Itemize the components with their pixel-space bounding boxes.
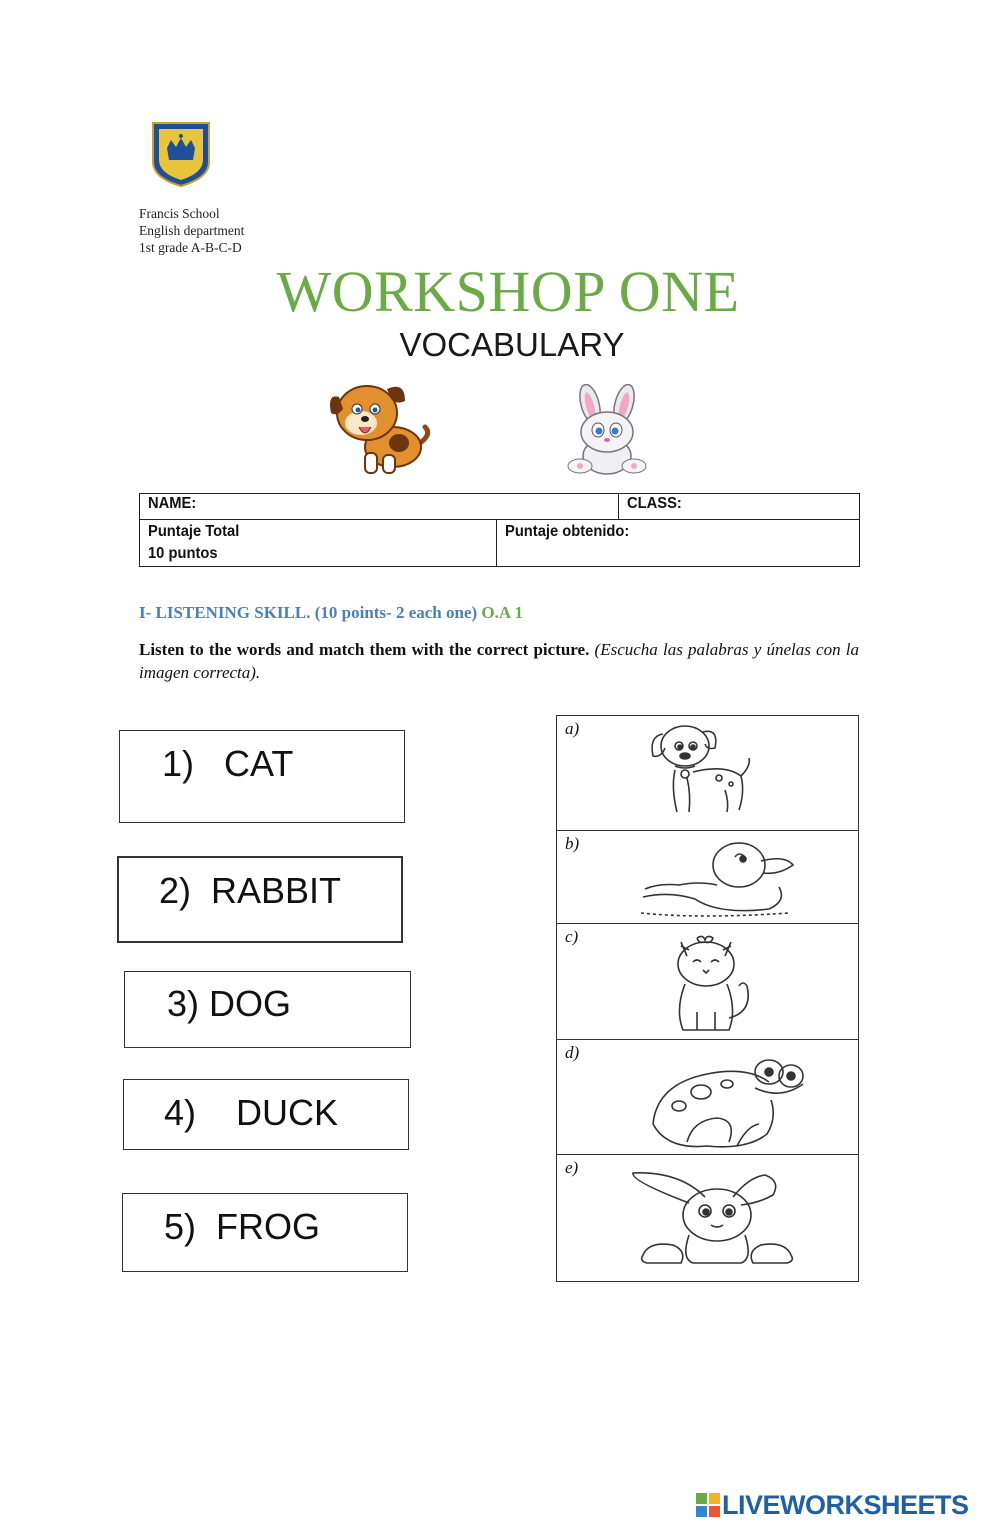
word-label: 5) FROG [164,1206,321,1247]
frog-outline-icon [647,1054,807,1150]
grade-line: 1st grade A-B-C-D [139,240,242,255]
duck-outline-icon [639,835,797,919]
dog-outline-icon [645,718,755,820]
total-score-value: 10 puntos [148,545,218,562]
picture-grid [556,715,859,1282]
word-box-rabbit[interactable] [117,856,403,943]
picture-letter: b) [565,834,580,853]
obtained-score-label: Puntaje obtenido: [505,523,630,540]
total-score-label: Puntaje Total [148,523,240,540]
word-box-dog[interactable] [124,971,411,1048]
class-field[interactable] [619,494,860,520]
page-subtitle: VOCABULARY [399,326,625,363]
picture-letter: a) [565,719,580,738]
instructions [139,638,859,684]
page-title: WORKSHOP ONE [276,259,740,324]
word-label: 3) DOG [167,983,292,1024]
name-field[interactable] [140,494,619,520]
student-info-table [139,493,860,567]
instruction-english: Listen to the words and match them with the correct picture. [139,640,590,659]
picture-letter: e) [565,1158,579,1177]
obtained-score-field[interactable] [497,520,860,567]
dog-cartoon-icon [325,375,435,477]
logo-text: LIVEWORKSHEETS [722,1490,969,1520]
section-heading [139,603,523,623]
picture-cell-b[interactable] [557,830,858,924]
section-heading-text: I- LISTENING SKILL. (10 points- 2 each one) [139,603,478,622]
picture-cell-e[interactable] [557,1154,858,1282]
picture-letter: d) [565,1043,580,1062]
department-name: English department [139,223,245,238]
picture-letter: c) [565,927,579,946]
word-label: 2) RABBIT [159,870,342,911]
word-box-frog[interactable] [122,1193,408,1272]
bunny-cartoon-icon [560,384,654,476]
word-box-cat[interactable] [119,730,405,823]
school-name: Francis School [139,206,220,221]
school-crest-logo [150,120,212,188]
cat-outline-icon [667,932,759,1034]
word-box-duck[interactable] [123,1079,409,1150]
liveworksheets-logo [696,1490,969,1521]
word-label: 4) DUCK [164,1092,339,1133]
name-label: NAME: [148,495,197,512]
picture-cell-d[interactable] [557,1039,858,1155]
picture-cell-c[interactable] [557,923,858,1040]
liveworksheets-mark-icon [696,1493,720,1517]
picture-cell-a[interactable] [557,716,858,830]
instruction-spanish: (Escucha las palabras y únelas con la imagen correcta). [139,640,859,682]
class-label: CLASS: [627,495,682,512]
learning-objective: O.A 1 [481,603,523,622]
rabbit-outline-icon [629,1163,805,1267]
word-label: 1) CAT [162,743,294,784]
